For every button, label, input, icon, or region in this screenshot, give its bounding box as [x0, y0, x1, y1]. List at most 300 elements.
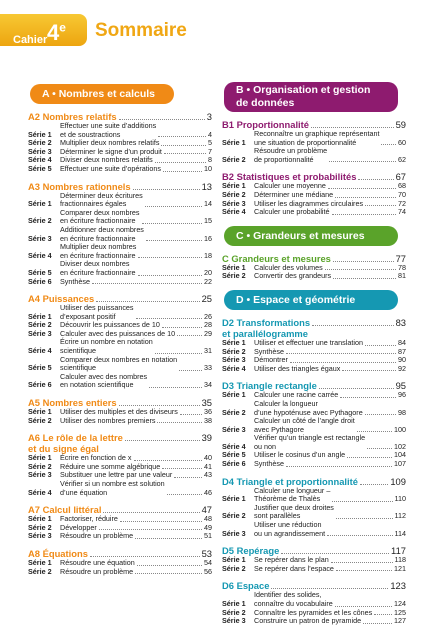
dot-leader: [367, 448, 392, 449]
dot-leader: [331, 562, 393, 563]
serie-row[interactable]: [222, 565, 406, 574]
dot-leader: [90, 556, 200, 557]
serie-title: Calculer une racine carrée: [254, 390, 339, 400]
serie-row[interactable]: [28, 515, 212, 524]
serie-title: Justifier que deux droites sont parallèles: [254, 502, 334, 521]
serie-title: Découvrir les puissances de 10: [60, 320, 160, 330]
page-number: 5: [208, 138, 212, 148]
dot-leader: [133, 189, 200, 190]
serie-row[interactable]: [28, 373, 212, 390]
serie-number: Série 2: [28, 216, 52, 226]
dot-leader: [149, 387, 202, 388]
dot-leader: [174, 477, 202, 478]
page-number: 51: [204, 531, 212, 541]
serie-number: Série 4: [222, 207, 246, 217]
page-number: 70: [398, 189, 406, 199]
dot-leader: [167, 494, 202, 495]
page-number: 114: [394, 528, 406, 538]
serie-title: Convertir des grandeurs: [254, 271, 332, 281]
dot-leader: [162, 468, 202, 469]
page-number: 41: [204, 461, 212, 471]
serie-title: Utiliser des puissances d’exposant positif: [60, 303, 134, 321]
serie-title: Résoudre une équation: [60, 557, 135, 567]
chapter-title: B1 Proportionnalité: [222, 119, 309, 130]
serie-number: Série 2: [28, 566, 52, 576]
dot-leader: [120, 521, 202, 522]
page-number: 3: [206, 111, 212, 122]
dot-leader: [365, 414, 396, 415]
section-banner: D • Espace et géométrie: [224, 290, 398, 310]
page-number: 87: [398, 346, 406, 356]
dot-leader: [135, 573, 202, 574]
page-number: 43: [204, 470, 212, 480]
serie-row[interactable]: [28, 480, 212, 497]
page-number: 26: [204, 311, 212, 321]
serie-row[interactable]: [28, 532, 212, 541]
serie-title: Construire un patron de pyramide: [254, 616, 362, 626]
serie-title: Utiliser des multiples et des diviseurs: [60, 407, 178, 417]
page-number: 14: [204, 199, 212, 209]
dot-leader: [157, 422, 202, 423]
dot-leader: [135, 538, 202, 539]
page-number: 68: [398, 181, 406, 191]
serie-number: Série 2: [222, 563, 246, 573]
page-number: 104: [394, 450, 406, 460]
page-number: 90: [398, 355, 406, 365]
dot-leader: [99, 529, 202, 530]
dot-leader: [357, 431, 392, 432]
serie-row[interactable]: [28, 192, 212, 209]
dot-leader: [286, 466, 392, 467]
serie-title: Développer: [60, 522, 97, 532]
serie-row[interactable]: [222, 130, 406, 147]
serie-row[interactable]: [222, 617, 406, 626]
serie-title: Calculer un côté de l’angle droit avec Pythagore: [254, 416, 355, 434]
dot-leader: [319, 388, 394, 389]
dot-leader: [161, 145, 206, 146]
dot-leader: [142, 223, 203, 224]
chapter-title: D4 Triangle et proportionnalité: [222, 475, 358, 487]
page-number: 102: [394, 441, 406, 451]
chapter-title: A7 Calcul littéral: [28, 504, 102, 516]
page-number: 15: [204, 216, 212, 226]
serie-number: Série 5: [28, 363, 52, 373]
page-number: 39: [201, 432, 212, 444]
serie-title: Résoudre un problème: [60, 566, 134, 576]
dot-leader: [336, 518, 393, 519]
dot-leader: [103, 512, 199, 513]
serie-number: Série 5: [28, 163, 52, 173]
serie-number: Série 2: [222, 346, 246, 356]
serie-number: Série 1: [222, 599, 246, 608]
chapter-title: D5 Repérage: [222, 545, 280, 557]
serie-title: Diviser deux nombres en écriture fractionnaire: [60, 259, 136, 277]
serie-title: Utiliser et effectuer une translation: [254, 337, 363, 347]
serie-title: Déterminer une médiane: [254, 189, 334, 199]
page-number: 20: [204, 267, 212, 277]
chapter-title: B2 Statistiques et probabilités: [222, 171, 357, 183]
dot-leader: [158, 136, 206, 137]
dot-leader: [340, 397, 396, 398]
dot-leader: [311, 127, 394, 128]
serie-row[interactable]: [28, 226, 212, 243]
dot-leader: [347, 457, 392, 458]
dot-leader: [333, 261, 394, 262]
dot-leader: [146, 240, 202, 241]
serie-number: Série 3: [28, 146, 52, 156]
chapter-title: D2 Transformations et parallélogramme: [222, 316, 311, 339]
serie-title: Multiplier deux nombres relatifs: [60, 138, 160, 148]
chapter-title: A5 Nombres entiers: [28, 397, 117, 409]
serie-number: Série 1: [222, 262, 246, 272]
serie-title: Synthèse: [254, 459, 284, 469]
page-number: 18: [204, 250, 212, 260]
serie-title: Calculer une moyenne: [254, 181, 326, 191]
section-banner: C • Grandeurs et mesures: [224, 226, 398, 246]
dot-leader: [180, 414, 202, 415]
serie-number: Série 5: [222, 450, 246, 460]
page-number: 98: [398, 407, 406, 417]
serie-number: Série 2: [222, 407, 246, 417]
dot-leader: [138, 257, 202, 258]
serie-number: Série 2: [222, 511, 246, 521]
chapter-heading[interactable]: [28, 181, 212, 192]
dot-leader: [125, 440, 200, 441]
cahier-label: Cahier: [13, 34, 48, 46]
dot-leader: [286, 353, 396, 354]
page-number: 92: [398, 363, 406, 373]
page-number: 67: [395, 171, 406, 183]
dot-leader: [119, 405, 200, 406]
page-number: 7: [208, 146, 212, 156]
page-number: 121: [394, 563, 406, 573]
dot-leader: [271, 588, 388, 589]
serie-number: Série 3: [28, 531, 52, 541]
page-number: 22: [204, 276, 212, 286]
serie-title: Déterminer deux écritures fractionnaires égales: [60, 190, 143, 209]
serie-number: Série 1: [28, 557, 52, 567]
serie-row[interactable]: [222, 365, 406, 374]
dot-leader: [325, 269, 396, 270]
serie-title: Calculer avec des nombres en notation scientifique: [60, 371, 148, 390]
level-sup: e: [59, 20, 66, 35]
left-column: [28, 84, 212, 576]
dot-leader: [342, 370, 396, 371]
page-number: 46: [204, 487, 212, 497]
serie-row[interactable]: [222, 460, 406, 469]
page-number: 59: [395, 119, 406, 130]
dot-leader: [281, 553, 389, 554]
serie-row[interactable]: [28, 260, 212, 277]
serie-number: Série 2: [28, 138, 52, 148]
chapter-title: D6 Espace: [222, 580, 270, 592]
page-number: 110: [394, 494, 406, 504]
page-number: 100: [394, 424, 406, 434]
serie-title: Multiplier deux nombres en écriture fractionnaire: [60, 242, 137, 260]
serie-row[interactable]: [222, 504, 406, 521]
chapter-heading[interactable]: [28, 504, 212, 515]
page-number: 13: [201, 180, 212, 192]
chapter-title: D3 Triangle rectangle: [222, 380, 317, 392]
page-number: 95: [395, 380, 406, 392]
serie-row[interactable]: [222, 487, 406, 504]
page-number: 117: [391, 545, 406, 557]
serie-title: Utiliser une réduction ou un agrandissement: [254, 520, 326, 538]
page-number: 49: [204, 522, 212, 532]
page-number: 96: [398, 390, 406, 400]
dot-leader: [333, 278, 396, 279]
serie-title: Connaître les pyramides et les cônes: [254, 607, 373, 617]
serie-title: Écrire un nombre en notation scientifique: [60, 337, 153, 356]
page-number: 83: [395, 316, 406, 328]
dot-leader: [134, 460, 202, 461]
chapter-heading[interactable]: [28, 432, 212, 454]
serie-number: Série 4: [28, 155, 52, 165]
serie-title: Calculer la longueur d’une hypoténuse avec Pythagore: [254, 398, 363, 417]
chapter-title: A6 Le rôle de la lettre et du signe égal: [28, 432, 123, 455]
serie-number: Série 1: [28, 514, 52, 524]
serie-number: Série 2: [28, 522, 52, 532]
serie-number: Série 4: [28, 250, 52, 260]
page-number: 124: [394, 599, 406, 608]
page-number: 56: [204, 566, 212, 576]
serie-title: Se repérer dans l’espace: [254, 563, 334, 573]
dot-leader: [328, 188, 396, 189]
serie-row[interactable]: [222, 147, 406, 164]
dot-leader: [155, 162, 206, 163]
dot-leader: [329, 161, 396, 162]
serie-number: Série 2: [222, 154, 246, 164]
serie-title: Vérifier si un nombre est solution d’une équation: [60, 479, 165, 497]
serie-title: Utiliser les diagrammes circulaires: [254, 198, 364, 208]
serie-row[interactable]: [28, 356, 212, 373]
serie-row[interactable]: [222, 348, 406, 357]
page-number: 118: [394, 555, 406, 565]
serie-number: Série 3: [222, 616, 246, 626]
serie-title: Calculer des volumes: [254, 262, 323, 272]
serie-title: Calculer avec des puissances de 10: [60, 328, 176, 338]
page-number: 74: [398, 207, 406, 217]
section-banner: A • Nombres et calculs: [30, 84, 174, 104]
serie-row[interactable]: [222, 208, 406, 217]
dot-leader: [177, 335, 202, 336]
page-number: 36: [204, 407, 212, 417]
serie-title: Écrire en fonction de x: [60, 453, 132, 463]
serie-number: Série 2: [28, 461, 52, 471]
page-number: 112: [394, 511, 406, 521]
dot-leader: [381, 144, 396, 145]
page-number: 34: [204, 380, 212, 390]
page-number: 4: [208, 129, 212, 139]
dot-leader: [290, 362, 396, 363]
serie-number: Série 1: [28, 453, 52, 463]
serie-number: Série 3: [28, 470, 52, 480]
page-number: 84: [398, 337, 406, 347]
serie-row[interactable]: [222, 521, 406, 538]
page-number: 53: [201, 547, 212, 559]
page-number: 123: [390, 580, 406, 592]
dot-leader: [162, 327, 202, 328]
serie-number: Série 1: [222, 555, 246, 565]
page-header: [0, 10, 250, 54]
dot-leader: [363, 623, 392, 624]
serie-title: Résoudre un problème de proportionnalité: [254, 146, 328, 164]
serie-title: Factoriser, réduire: [60, 514, 118, 524]
page-number: 16: [204, 233, 212, 243]
page-number: 33: [204, 363, 212, 373]
serie-number: Série 4: [222, 363, 246, 373]
page-number: 25: [201, 293, 212, 305]
serie-title: Synthèse: [60, 276, 90, 286]
chapter-title: A2 Nombres relatifs: [28, 111, 117, 122]
serie-row[interactable]: [28, 278, 212, 287]
dot-leader: [336, 570, 392, 571]
serie-title: Diviser deux nombres relatifs: [60, 155, 153, 165]
page-number: 10: [204, 163, 212, 173]
serie-number: Série 3: [28, 233, 52, 243]
serie-number: Série 3: [222, 198, 246, 208]
serie-row[interactable]: [28, 338, 212, 355]
dot-leader: [365, 345, 396, 346]
serie-number: Série 3: [222, 528, 246, 538]
page-number: 77: [395, 252, 406, 264]
serie-title: Résoudre un problème: [60, 531, 134, 541]
serie-title: Reconnaître un graphique représentant une situation de proportionnalité: [254, 129, 380, 147]
serie-number: Série 6: [28, 276, 52, 286]
serie-number: Série 6: [28, 380, 52, 390]
dot-leader: [327, 535, 392, 536]
page-number: 60: [398, 137, 406, 147]
right-column: [222, 82, 406, 626]
section-banner: B • Organisation et gestion de données: [224, 82, 398, 112]
dot-leader: [335, 197, 396, 198]
serie-title: Vérifier qu’un triangle est rectangle ou non: [254, 433, 366, 451]
page-number: 127: [394, 616, 406, 626]
serie-number: Série 5: [28, 267, 52, 277]
serie-number: Série 1: [28, 129, 52, 139]
serie-number: Série 1: [222, 494, 246, 504]
chapter-title: A4 Puissances: [28, 293, 95, 305]
serie-number: Série 4: [222, 441, 246, 451]
serie-row[interactable]: [222, 451, 406, 460]
serie-title: Démontrer: [254, 355, 288, 365]
serie-title: Substituer une lettre par une valeur: [60, 470, 173, 480]
page-title: Sommaire: [95, 20, 187, 41]
serie-title: Effectuer une suite d’additions et de soustractions: [60, 121, 157, 139]
page-number: 31: [204, 346, 212, 356]
serie-number: Série 2: [222, 607, 246, 617]
serie-number: Série 1: [28, 407, 52, 417]
dot-leader: [358, 179, 393, 180]
dot-leader: [332, 214, 396, 215]
serie-number: Série 2: [222, 271, 246, 281]
chapter-title: A8 Équations: [28, 547, 88, 559]
serie-title: Comparer deux nombres en écriture fractionnaire: [60, 207, 140, 226]
dot-leader: [335, 606, 392, 607]
dot-leader: [332, 501, 392, 502]
serie-number: Série 4: [28, 487, 52, 497]
page-number: 125: [394, 607, 406, 617]
dot-leader: [179, 370, 202, 371]
serie-number: Série 1: [222, 390, 246, 400]
serie-number: Série 3: [28, 328, 52, 338]
serie-title: Utiliser des triangles égaux: [254, 363, 341, 373]
serie-title: Se repérer dans le plan: [254, 555, 329, 565]
chapter-heading[interactable]: [222, 317, 406, 339]
dot-leader: [92, 283, 202, 284]
serie-row[interactable]: [28, 243, 212, 260]
serie-row[interactable]: [222, 591, 406, 608]
serie-number: Série 1: [28, 199, 52, 209]
dot-leader: [365, 205, 396, 206]
level-digit: 4: [47, 20, 60, 45]
cahier-tab: [0, 14, 87, 46]
serie-title: Calculer une probabilité: [254, 207, 330, 217]
dot-leader: [137, 565, 202, 566]
dot-leader: [360, 484, 388, 485]
page-number: 28: [204, 320, 212, 330]
serie-number: Série 3: [222, 424, 246, 434]
serie-title: Utiliser le cosinus d’un angle: [254, 450, 346, 460]
page-number: 78: [398, 262, 406, 272]
serie-number: Série 6: [222, 459, 246, 469]
serie-title: Calculer une longueur – Théorème de Thalès: [254, 485, 331, 504]
serie-row[interactable]: [222, 434, 406, 451]
page-number: 47: [201, 504, 212, 516]
serie-row[interactable]: [28, 568, 212, 577]
serie-number: Série 3: [222, 355, 246, 365]
serie-title: Réduire une somme algébrique: [60, 461, 161, 471]
dot-leader: [155, 353, 202, 354]
page-number: 72: [398, 198, 406, 208]
page-number: 8: [208, 155, 212, 165]
serie-row[interactable]: [28, 122, 212, 139]
serie-number: Série 1: [28, 311, 52, 321]
chapter-title: A3 Nombres rationnels: [28, 180, 131, 192]
dot-leader: [96, 301, 199, 302]
page-number: 107: [394, 459, 406, 469]
page-number: 38: [204, 415, 212, 425]
serie-title: Comparer deux nombres en notation scientifique: [60, 354, 178, 373]
serie-row[interactable]: [28, 165, 212, 174]
page-number: 29: [204, 328, 212, 338]
serie-title: Effectuer une suite d’opérations: [60, 163, 161, 173]
serie-title: Déterminer le signe d’un produit: [60, 146, 162, 156]
serie-number: Série 2: [222, 189, 246, 199]
serie-row[interactable]: [222, 339, 406, 348]
page-number: 54: [204, 557, 212, 567]
dot-leader: [138, 275, 202, 276]
dot-leader: [164, 153, 206, 154]
serie-title: Utiliser des nombres premiers: [60, 415, 156, 425]
page-number: 40: [204, 453, 212, 463]
dot-leader: [374, 614, 392, 615]
serie-row[interactable]: [222, 400, 406, 417]
serie-row[interactable]: [28, 417, 212, 426]
serie-title: Additionner deux nombres en écriture fractionnaire: [60, 224, 144, 243]
serie-row[interactable]: [222, 272, 406, 281]
dot-leader: [145, 206, 202, 207]
serie-row[interactable]: [28, 304, 212, 321]
serie-number: Série 2: [28, 415, 52, 425]
chapter-heading[interactable]: [222, 476, 406, 487]
dot-leader: [312, 325, 394, 326]
serie-number: Série 4: [28, 346, 52, 356]
level-number: [47, 20, 66, 46]
dot-leader: [119, 119, 205, 120]
serie-row[interactable]: [222, 417, 406, 434]
serie-row[interactable]: [28, 209, 212, 226]
